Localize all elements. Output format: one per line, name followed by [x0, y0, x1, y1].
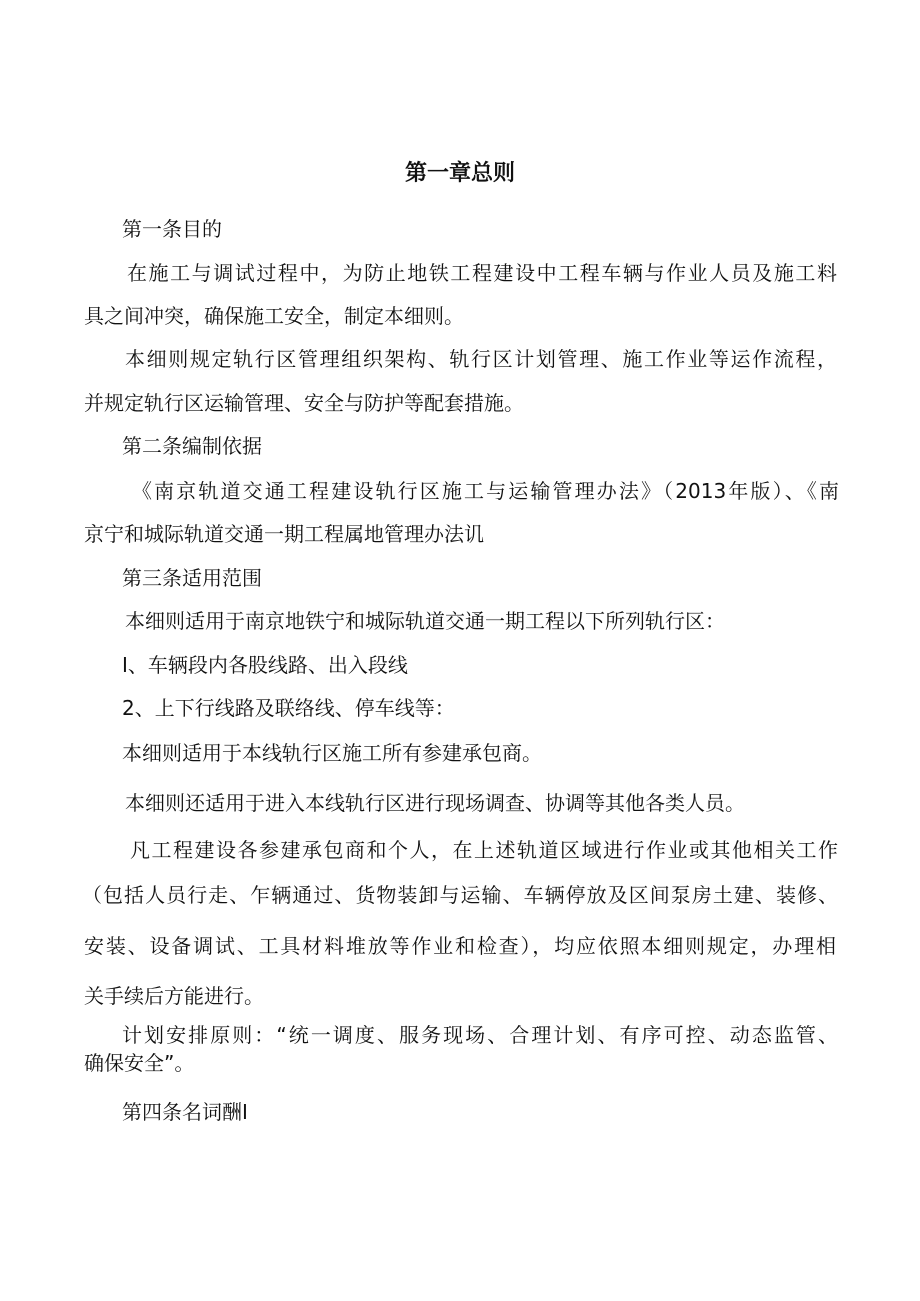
article-3-list-item-1: I、车辆段内各股线路、出入段线 [122, 653, 408, 677]
article-1-paragraph-2-line-2: 并规定轨行区运输管理、安全与防护等配套措施。 [84, 391, 524, 415]
chapter-title: 第一章总则 [404, 161, 515, 186]
article-4-heading: 第四条名词酬I [122, 1100, 248, 1124]
article-3-paragraph-3: 本细则还适用于进入本线轨行区进行现场调查、协调等其他各类人员。 [125, 791, 745, 815]
article-3-paragraph-4-line-1: 凡工程建设各参建承包商和个人，在上述轨道区域进行作业或其他相关工作 [130, 838, 838, 862]
article-3-paragraph-1: 本细则适用于南京地铁宁和城际轨道交通一期工程以下所列轨行区： [125, 609, 725, 633]
article-3-paragraph-5-line-2: 确保安全”。 [84, 1051, 195, 1075]
article-1-paragraph-2-line-1: 本细则规定轨行区管理组织架构、轨行区计划管理、施工作业等运作流程， [125, 347, 837, 371]
article-1-paragraph-1-line-2: 具之间冲突，确保施工安全，制定本细则。 [84, 304, 464, 328]
article-3-list-item-2: 2、上下行线路及联络线、停车线等： [122, 696, 455, 720]
article-3-paragraph-4-line-3: 安装、设备调试、工具材料堆放等作业和检查），均应依照本细则规定，办理相 [84, 934, 836, 958]
article-3-heading: 第三条适用范围 [122, 566, 262, 590]
article-1-heading: 第一条目的 [122, 217, 222, 241]
article-2-paragraph-line-1: 《南京轨道交通工程建设轨行区施工与运输管理办法》（2013年版）、《南 [132, 479, 839, 503]
article-3-paragraph-2: 本细则适用于本线轨行区施工所有参建承包商。 [122, 741, 542, 765]
article-3-paragraph-4-line-4: 关手续后方能进行。 [84, 984, 264, 1008]
article-3-paragraph-5-line-1: 计划安排原则：“统一调度、服务现场、合理计划、有序可控、动态监管、 [122, 1023, 838, 1047]
article-3-paragraph-4-line-2: （包括人员行走、乍辆通过、货物装卸与运输、车辆停放及区间泵房土建、装修、 [82, 883, 838, 907]
article-2-heading: 第二条编制依据 [122, 434, 262, 458]
article-2-paragraph-line-2: 京宁和城际轨道交通一期工程属地管理办法讥 [84, 522, 484, 546]
article-1-paragraph-1-line-1: 在施工与调试过程中，为防止地铁工程建设中工程车辆与作业人员及施工料 [127, 261, 837, 285]
